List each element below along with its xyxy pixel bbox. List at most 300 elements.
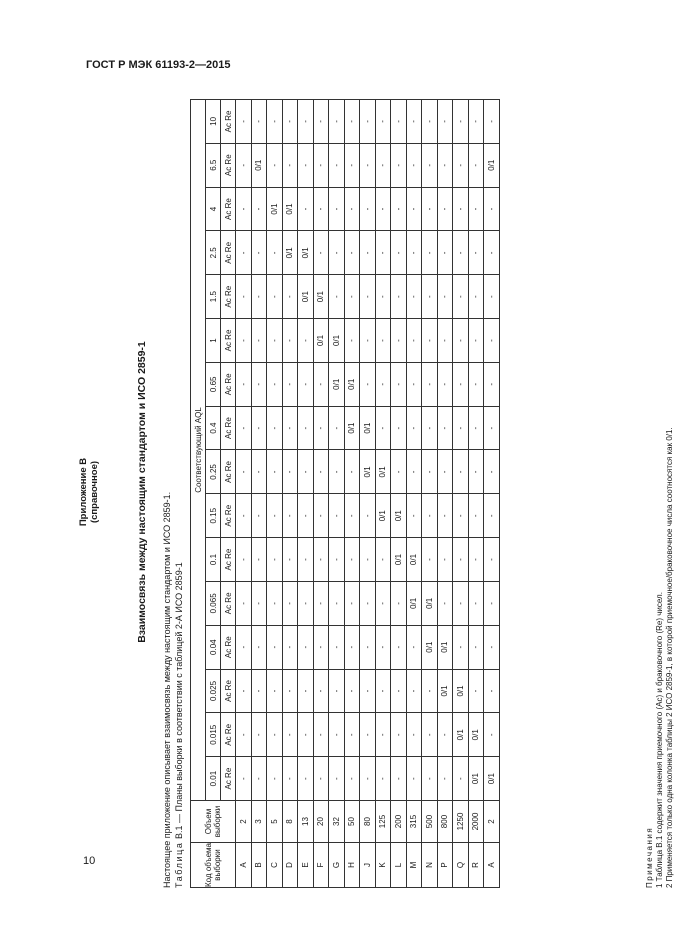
acre-value-cell: - bbox=[267, 494, 283, 538]
acre-value-cell: - bbox=[422, 450, 438, 494]
acre-value-cell: - bbox=[422, 319, 438, 363]
acre-value-cell: - bbox=[484, 669, 500, 713]
acre-value-cell: - bbox=[360, 669, 376, 713]
acre-value-cell: - bbox=[468, 362, 484, 406]
acre-value-cell: - bbox=[282, 494, 298, 538]
acre-value-cell: - bbox=[437, 713, 453, 757]
acre-value-cell: 0/1 bbox=[344, 406, 360, 450]
acre-value-cell: - bbox=[360, 494, 376, 538]
acre-value-cell: - bbox=[437, 581, 453, 625]
acre-value-cell: - bbox=[406, 625, 422, 669]
acre-value-cell: - bbox=[453, 450, 469, 494]
acre-value-cell: - bbox=[422, 362, 438, 406]
acre-value-cell: - bbox=[468, 187, 484, 231]
code-column-header: Код объема выборки bbox=[191, 843, 236, 888]
acre-value-cell: - bbox=[484, 100, 500, 144]
acre-header-cell: Ac Re bbox=[221, 494, 236, 538]
acre-value-cell: - bbox=[313, 538, 329, 582]
acre-value-cell: - bbox=[360, 143, 376, 187]
acre-value-cell: - bbox=[251, 450, 267, 494]
acre-value-cell: - bbox=[468, 100, 484, 144]
acre-value-cell: - bbox=[329, 581, 345, 625]
size-column-header: Объем выборки bbox=[191, 801, 236, 843]
size-cell: 3 bbox=[251, 801, 267, 843]
acre-value-cell: - bbox=[236, 669, 252, 713]
acre-value-cell: - bbox=[375, 713, 391, 757]
acre-value-cell: - bbox=[298, 362, 314, 406]
table-row bbox=[329, 100, 345, 888]
table-row bbox=[282, 100, 298, 888]
acre-value-cell: - bbox=[329, 231, 345, 275]
size-cell: 125 bbox=[375, 801, 391, 843]
acre-value-cell: 0/1 bbox=[375, 450, 391, 494]
acre-value-cell: - bbox=[484, 319, 500, 363]
acre-value-cell: - bbox=[453, 625, 469, 669]
acre-value-cell: - bbox=[484, 625, 500, 669]
size-cell: 50 bbox=[344, 801, 360, 843]
acre-value-cell: - bbox=[313, 231, 329, 275]
acre-value-cell: - bbox=[298, 625, 314, 669]
acre-value-cell: - bbox=[375, 406, 391, 450]
acre-value-cell: - bbox=[329, 669, 345, 713]
aql-column-header: 0.01 bbox=[206, 757, 221, 801]
acre-value-cell: - bbox=[437, 143, 453, 187]
table-row bbox=[468, 100, 484, 888]
acre-value-cell: - bbox=[422, 187, 438, 231]
acre-value-cell: - bbox=[298, 187, 314, 231]
code-cell: D bbox=[282, 843, 298, 888]
acre-value-cell: 0/1 bbox=[360, 406, 376, 450]
acre-value-cell: - bbox=[406, 713, 422, 757]
acre-header-cell: Ac Re bbox=[221, 757, 236, 801]
acre-value-cell: - bbox=[267, 625, 283, 669]
acre-value-cell: - bbox=[391, 362, 407, 406]
acre-value-cell: - bbox=[251, 757, 267, 801]
table-row bbox=[313, 100, 329, 888]
size-cell: 80 bbox=[360, 801, 376, 843]
code-cell: G bbox=[329, 843, 345, 888]
acre-value-cell: - bbox=[406, 450, 422, 494]
acre-value-cell: - bbox=[422, 406, 438, 450]
acre-value-cell: - bbox=[375, 362, 391, 406]
acre-value-cell: - bbox=[391, 406, 407, 450]
acre-value-cell: - bbox=[329, 538, 345, 582]
acre-value-cell: - bbox=[329, 625, 345, 669]
acre-value-cell: - bbox=[313, 494, 329, 538]
acre-value-cell: 0/1 bbox=[437, 625, 453, 669]
acre-value-cell: - bbox=[329, 494, 345, 538]
appendix-heading bbox=[78, 92, 100, 892]
acre-value-cell: - bbox=[282, 275, 298, 319]
acre-header-cell: Ac Re bbox=[221, 100, 236, 144]
acre-value-cell: - bbox=[360, 100, 376, 144]
acre-header-cell: Ac Re bbox=[221, 713, 236, 757]
acre-value-cell: - bbox=[453, 581, 469, 625]
acre-value-cell: - bbox=[313, 187, 329, 231]
acre-value-cell: - bbox=[344, 187, 360, 231]
aql-column-header: 0.065 bbox=[206, 581, 221, 625]
acre-value-cell: - bbox=[375, 757, 391, 801]
acre-value-cell: - bbox=[298, 494, 314, 538]
acre-value-cell: - bbox=[329, 143, 345, 187]
acre-value-cell: - bbox=[344, 581, 360, 625]
table-row bbox=[344, 100, 360, 888]
note-1: 1 Таблица В.1 содержит значения приемочного (Ac) и браковочного (Re) чисел. bbox=[655, 592, 664, 888]
acre-value-cell: - bbox=[329, 187, 345, 231]
acre-value-cell: - bbox=[468, 275, 484, 319]
code-cell: Q bbox=[453, 843, 469, 888]
code-cell: B bbox=[251, 843, 267, 888]
acre-value-cell: - bbox=[375, 669, 391, 713]
acre-value-cell: - bbox=[344, 143, 360, 187]
acre-value-cell: - bbox=[406, 187, 422, 231]
acre-value-cell: - bbox=[468, 406, 484, 450]
aql-column-header: 1 bbox=[206, 319, 221, 363]
section-title: Взаимосвязь между настоящим стандартом и ИСО 2859-1 bbox=[136, 341, 148, 643]
table-caption-label: Таблица bbox=[174, 841, 184, 888]
acre-value-cell: - bbox=[298, 538, 314, 582]
table-row bbox=[422, 100, 438, 888]
acre-value-cell: - bbox=[437, 187, 453, 231]
acre-value-cell: - bbox=[406, 669, 422, 713]
acre-value-cell: - bbox=[236, 581, 252, 625]
acre-value-cell: - bbox=[298, 450, 314, 494]
acre-value-cell: - bbox=[391, 143, 407, 187]
acre-value-cell: - bbox=[360, 757, 376, 801]
size-cell: 2 bbox=[236, 801, 252, 843]
acre-value-cell: 0/1 bbox=[422, 581, 438, 625]
acre-value-cell: 0/1 bbox=[313, 275, 329, 319]
acre-value-cell: - bbox=[391, 100, 407, 144]
acre-value-cell: - bbox=[437, 538, 453, 582]
aql-column-header: 0.4 bbox=[206, 406, 221, 450]
acre-value-cell: - bbox=[437, 406, 453, 450]
acre-value-cell: - bbox=[313, 406, 329, 450]
aql-column-header: 1.5 bbox=[206, 275, 221, 319]
acre-value-cell: - bbox=[251, 231, 267, 275]
code-cell: N bbox=[422, 843, 438, 888]
page-number: 10 bbox=[83, 855, 96, 867]
acre-value-cell: - bbox=[282, 319, 298, 363]
intro-paragraph: Настоящее приложение описывает взаимосвязь между настоящим стандартом и ИСО 2859-1. bbox=[162, 491, 172, 888]
acre-value-cell: - bbox=[468, 669, 484, 713]
acre-value-cell: - bbox=[375, 143, 391, 187]
acre-value-cell: 0/1 bbox=[406, 581, 422, 625]
acre-value-cell: - bbox=[437, 100, 453, 144]
acre-value-cell: - bbox=[468, 450, 484, 494]
acre-value-cell: - bbox=[375, 581, 391, 625]
acre-value-cell: - bbox=[267, 231, 283, 275]
acre-row bbox=[221, 100, 236, 888]
acre-value-cell: - bbox=[344, 319, 360, 363]
aql-values-row bbox=[206, 100, 221, 888]
acre-value-cell: - bbox=[236, 319, 252, 363]
acre-header-cell: Ac Re bbox=[221, 669, 236, 713]
acre-value-cell: 0/1 bbox=[267, 187, 283, 231]
acre-value-cell: - bbox=[282, 143, 298, 187]
acre-value-cell: 0/1 bbox=[468, 713, 484, 757]
document-header: ГОСТ Р МЭК 61193-2—2015 bbox=[86, 59, 231, 71]
acre-value-cell: - bbox=[313, 757, 329, 801]
acre-header-cell: Ac Re bbox=[221, 231, 236, 275]
acre-value-cell: - bbox=[251, 275, 267, 319]
acre-value-cell: - bbox=[437, 362, 453, 406]
acre-value-cell: - bbox=[282, 538, 298, 582]
table-row bbox=[437, 100, 453, 888]
acre-value-cell: - bbox=[391, 581, 407, 625]
acre-value-cell: - bbox=[344, 757, 360, 801]
acre-value-cell: - bbox=[282, 669, 298, 713]
acre-value-cell: - bbox=[267, 319, 283, 363]
acre-header-cell: Ac Re bbox=[221, 319, 236, 363]
acre-value-cell: - bbox=[267, 275, 283, 319]
acre-value-cell: - bbox=[251, 100, 267, 144]
acre-value-cell: - bbox=[391, 231, 407, 275]
acre-value-cell: 0/1 bbox=[313, 319, 329, 363]
table-row bbox=[298, 100, 314, 888]
acre-value-cell: - bbox=[375, 187, 391, 231]
acre-value-cell: 0/1 bbox=[484, 757, 500, 801]
acre-header-cell: Ac Re bbox=[221, 581, 236, 625]
acre-value-cell: - bbox=[298, 143, 314, 187]
acre-value-cell: - bbox=[484, 231, 500, 275]
size-cell: 2000 bbox=[468, 801, 484, 843]
acre-value-cell: - bbox=[267, 713, 283, 757]
acre-value-cell: - bbox=[267, 581, 283, 625]
acre-header-cell: Ac Re bbox=[221, 625, 236, 669]
aql-column-header: 4 bbox=[206, 187, 221, 231]
aql-column-header: 0.04 bbox=[206, 625, 221, 669]
acre-value-cell: - bbox=[360, 275, 376, 319]
acre-value-cell: - bbox=[251, 625, 267, 669]
acre-value-cell: - bbox=[236, 231, 252, 275]
size-cell: 8 bbox=[282, 801, 298, 843]
acre-value-cell: - bbox=[236, 713, 252, 757]
acre-value-cell: - bbox=[313, 713, 329, 757]
acre-value-cell: - bbox=[313, 100, 329, 144]
table-header-row bbox=[191, 100, 206, 888]
acre-value-cell: - bbox=[298, 406, 314, 450]
acre-header-cell: Ac Re bbox=[221, 187, 236, 231]
acre-value-cell: - bbox=[360, 713, 376, 757]
acre-value-cell: - bbox=[437, 231, 453, 275]
code-cell: E bbox=[298, 843, 314, 888]
size-cell: 5 bbox=[267, 801, 283, 843]
acre-value-cell: - bbox=[344, 538, 360, 582]
acre-value-cell: - bbox=[267, 406, 283, 450]
acre-value-cell: - bbox=[267, 538, 283, 582]
acre-header-cell: Ac Re bbox=[221, 362, 236, 406]
aql-column-header: 10 bbox=[206, 100, 221, 144]
acre-value-cell: - bbox=[422, 231, 438, 275]
code-cell: J bbox=[360, 843, 376, 888]
acre-value-cell: - bbox=[251, 406, 267, 450]
acre-value-cell: - bbox=[406, 362, 422, 406]
acre-value-cell: 0/1 bbox=[298, 231, 314, 275]
code-cell: L bbox=[391, 843, 407, 888]
acre-value-cell: 0/1 bbox=[329, 319, 345, 363]
acre-value-cell: - bbox=[251, 538, 267, 582]
code-cell: M bbox=[406, 843, 422, 888]
acre-value-cell: - bbox=[267, 143, 283, 187]
acre-value-cell: - bbox=[375, 100, 391, 144]
acre-value-cell: - bbox=[437, 757, 453, 801]
notes-title: Примечания bbox=[645, 826, 654, 888]
table-row bbox=[251, 100, 267, 888]
acre-value-cell: - bbox=[236, 625, 252, 669]
acre-value-cell: - bbox=[360, 581, 376, 625]
acre-value-cell: - bbox=[484, 538, 500, 582]
acre-value-cell: - bbox=[484, 406, 500, 450]
acre-value-cell: - bbox=[344, 450, 360, 494]
aql-column-header: 0.1 bbox=[206, 538, 221, 582]
acre-value-cell: - bbox=[453, 538, 469, 582]
acre-value-cell: - bbox=[422, 757, 438, 801]
acre-value-cell: 0/1 bbox=[282, 187, 298, 231]
acre-value-cell: 0/1 bbox=[282, 231, 298, 275]
acre-value-cell: 0/1 bbox=[251, 143, 267, 187]
acre-value-cell: - bbox=[298, 713, 314, 757]
acre-value-cell: - bbox=[360, 319, 376, 363]
table-row bbox=[267, 100, 283, 888]
acre-value-cell: - bbox=[468, 319, 484, 363]
size-cell: 32 bbox=[329, 801, 345, 843]
table-row bbox=[360, 100, 376, 888]
acre-value-cell: - bbox=[468, 581, 484, 625]
acre-value-cell: - bbox=[251, 669, 267, 713]
acre-value-cell: - bbox=[236, 450, 252, 494]
acre-value-cell: - bbox=[484, 275, 500, 319]
aql-group-header: Соответствующий AQL bbox=[191, 100, 206, 801]
acre-value-cell: - bbox=[391, 713, 407, 757]
acre-value-cell: - bbox=[236, 275, 252, 319]
acre-value-cell: - bbox=[236, 757, 252, 801]
acre-value-cell: - bbox=[484, 450, 500, 494]
appendix-title: Приложение В bbox=[78, 457, 89, 527]
acre-value-cell: - bbox=[313, 362, 329, 406]
acre-value-cell: - bbox=[282, 625, 298, 669]
code-cell: H bbox=[344, 843, 360, 888]
acre-value-cell: - bbox=[282, 362, 298, 406]
acre-value-cell: - bbox=[437, 450, 453, 494]
table-row bbox=[484, 100, 500, 888]
acre-value-cell: 0/1 bbox=[437, 669, 453, 713]
acre-value-cell: - bbox=[282, 406, 298, 450]
acre-value-cell: - bbox=[468, 625, 484, 669]
acre-value-cell: - bbox=[267, 669, 283, 713]
acre-value-cell: - bbox=[282, 581, 298, 625]
acre-value-cell: - bbox=[406, 757, 422, 801]
acre-value-cell: - bbox=[484, 494, 500, 538]
acre-value-cell: - bbox=[375, 275, 391, 319]
code-cell: R bbox=[468, 843, 484, 888]
acre-value-cell: - bbox=[406, 319, 422, 363]
acre-value-cell: - bbox=[267, 450, 283, 494]
size-cell: 1250 bbox=[453, 801, 469, 843]
acre-value-cell: - bbox=[468, 231, 484, 275]
acre-value-cell: - bbox=[236, 143, 252, 187]
acre-value-cell: - bbox=[422, 538, 438, 582]
size-cell: 315 bbox=[406, 801, 422, 843]
acre-value-cell: - bbox=[375, 625, 391, 669]
acre-value-cell: - bbox=[453, 187, 469, 231]
acre-value-cell: - bbox=[282, 450, 298, 494]
acre-value-cell: - bbox=[236, 100, 252, 144]
acre-value-cell: - bbox=[484, 713, 500, 757]
acre-value-cell: - bbox=[453, 757, 469, 801]
aql-column-header: 0.25 bbox=[206, 450, 221, 494]
acre-value-cell: - bbox=[236, 494, 252, 538]
appendix-kind: (справочное) bbox=[89, 460, 100, 524]
acre-value-cell: - bbox=[329, 713, 345, 757]
acre-value-cell: - bbox=[236, 538, 252, 582]
acre-value-cell: - bbox=[422, 100, 438, 144]
acre-header-cell: Ac Re bbox=[221, 450, 236, 494]
acre-value-cell: - bbox=[344, 231, 360, 275]
acre-value-cell: - bbox=[344, 713, 360, 757]
acre-header-cell: Ac Re bbox=[221, 406, 236, 450]
code-cell: A bbox=[236, 843, 252, 888]
acre-value-cell: - bbox=[313, 625, 329, 669]
acre-value-cell: 0/1 bbox=[422, 625, 438, 669]
acre-value-cell: - bbox=[344, 275, 360, 319]
code-cell: C bbox=[267, 843, 283, 888]
acre-value-cell: 0/1 bbox=[329, 362, 345, 406]
size-cell: 13 bbox=[298, 801, 314, 843]
aql-column-header: 0.015 bbox=[206, 713, 221, 757]
aql-column-header: 2.5 bbox=[206, 231, 221, 275]
acre-value-cell: 0/1 bbox=[391, 538, 407, 582]
code-cell: A bbox=[484, 843, 500, 888]
acre-value-cell: - bbox=[344, 669, 360, 713]
acre-value-cell: 0/1 bbox=[453, 713, 469, 757]
acre-value-cell: - bbox=[344, 494, 360, 538]
table-caption-text: В.1 — Планы выборки в соответствии с таблицей 2-А ИСО 2859-1 bbox=[174, 562, 184, 839]
acre-value-cell: - bbox=[468, 494, 484, 538]
acre-value-cell: - bbox=[251, 713, 267, 757]
acre-value-cell: - bbox=[329, 100, 345, 144]
acre-value-cell: - bbox=[437, 319, 453, 363]
aql-column-header: 6.5 bbox=[206, 143, 221, 187]
acre-value-cell: 0/1 bbox=[298, 275, 314, 319]
acre-value-cell: - bbox=[251, 362, 267, 406]
acre-value-cell: - bbox=[329, 406, 345, 450]
acre-value-cell: - bbox=[468, 143, 484, 187]
acre-value-cell: - bbox=[298, 581, 314, 625]
acre-value-cell: 0/1 bbox=[453, 669, 469, 713]
acre-value-cell: - bbox=[267, 757, 283, 801]
acre-value-cell: - bbox=[329, 450, 345, 494]
table-body bbox=[236, 100, 500, 888]
table-row bbox=[375, 100, 391, 888]
acre-value-cell: - bbox=[453, 231, 469, 275]
acre-value-cell: - bbox=[437, 494, 453, 538]
acre-value-cell: - bbox=[406, 275, 422, 319]
table-row bbox=[391, 100, 407, 888]
aql-column-header: 0.025 bbox=[206, 669, 221, 713]
acre-value-cell: - bbox=[313, 669, 329, 713]
acre-value-cell: - bbox=[251, 187, 267, 231]
acre-value-cell: - bbox=[344, 100, 360, 144]
acre-value-cell: - bbox=[453, 406, 469, 450]
acre-value-cell: - bbox=[422, 494, 438, 538]
acre-value-cell: - bbox=[406, 494, 422, 538]
acre-value-cell: - bbox=[360, 625, 376, 669]
acre-value-cell: - bbox=[375, 231, 391, 275]
acre-value-cell: - bbox=[329, 757, 345, 801]
acre-value-cell: - bbox=[422, 669, 438, 713]
acre-value-cell: - bbox=[251, 581, 267, 625]
